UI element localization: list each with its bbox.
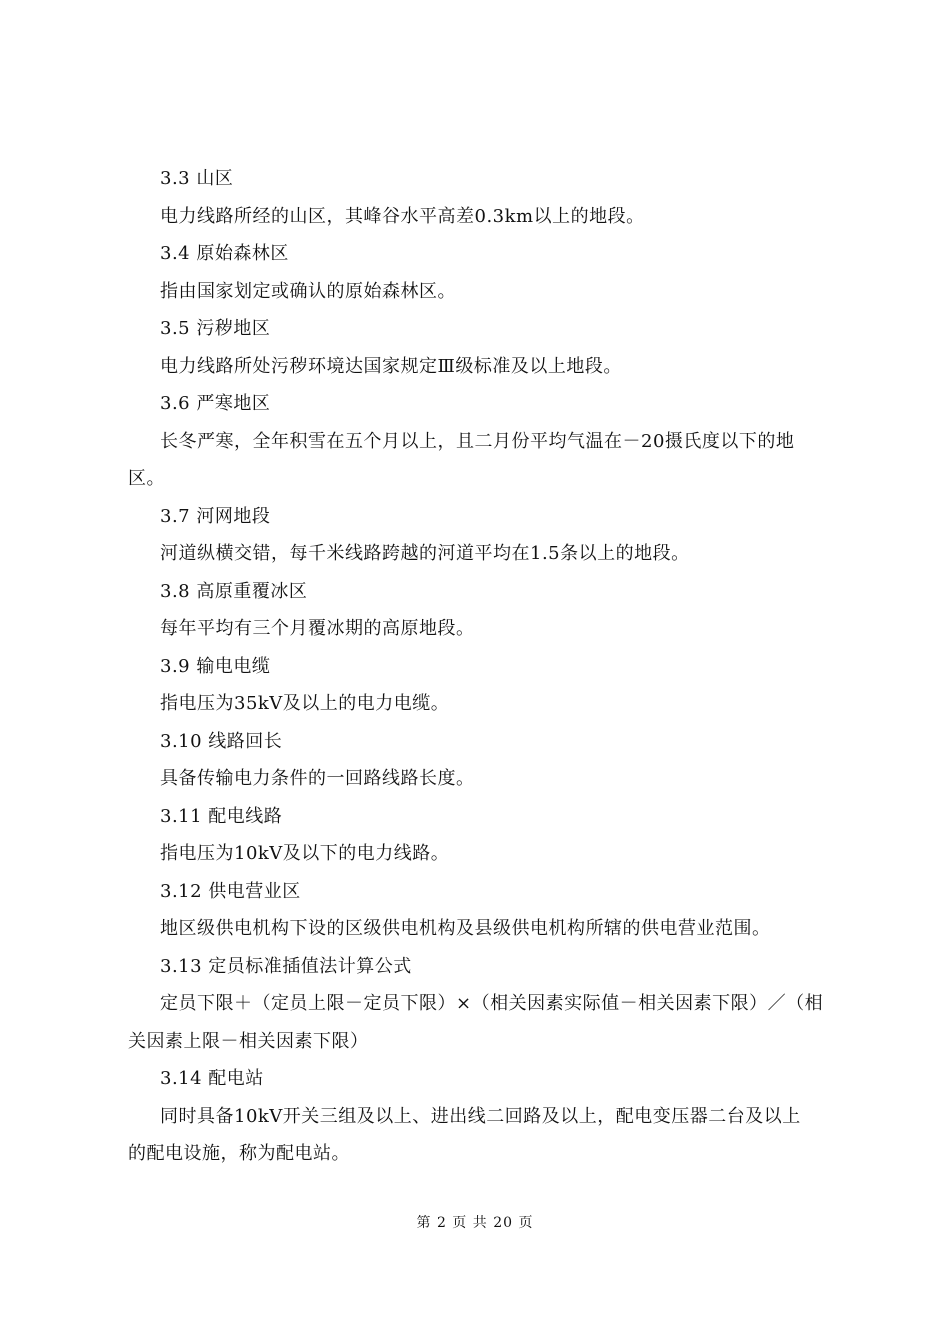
paragraph: 长冬严寒，全年积雪在五个月以上，且二月份平均气温在－20摄氏度以下的地: [160, 430, 795, 452]
section-heading-3-11: 3.11 配电线路: [160, 805, 283, 827]
paragraph: 指电压为10kV及以下的电力线路。: [160, 843, 450, 864]
paragraph: 电力线路所经的山区，其峰谷水平高差0.3km以上的地段。: [160, 205, 645, 227]
paragraph: 指由国家划定或确认的原始森林区。: [160, 280, 456, 302]
section-heading-3-10: 3.10 线路回长: [160, 730, 283, 752]
paragraph: 电力线路所处污秽环境达国家规定Ⅲ级标准及以上地段。: [160, 355, 622, 377]
section-heading-3-14: 3.14 配电站: [160, 1068, 264, 1089]
page-footer: 第 2 页 共 20 页: [416, 1215, 534, 1231]
paragraph: 具备传输电力条件的一回路线路长度。: [160, 768, 475, 789]
section-heading-3-3: 3.3 山区: [160, 168, 234, 189]
section-heading-3-13: 3.13 定员标准插值法计算公式: [160, 955, 412, 977]
section-heading-3-5: 3.5 污秽地区: [160, 318, 271, 339]
formula-continuation: 关因素上限－相关因素下限）: [128, 1030, 369, 1052]
section-heading-3-6: 3.6 严寒地区: [160, 393, 271, 414]
paragraph: 指电压为35kV及以上的电力电缆。: [160, 693, 450, 714]
paragraph: 河道纵横交错，每千米线路跨越的河道平均在1.5条以上的地段。: [160, 543, 690, 564]
section-heading-3-12: 3.12 供电营业区: [160, 880, 301, 902]
paragraph-continuation: 的配电设施，称为配电站。: [128, 1143, 350, 1164]
paragraph-continuation: 区。: [128, 468, 165, 489]
section-heading-3-7: 3.7 河网地段: [160, 505, 271, 527]
formula-paragraph: 定员下限＋（定员上限－定员下限）×（相关因素实际值－相关因素下限）／（相: [160, 993, 824, 1014]
paragraph: 地区级供电机构下设的区级供电机构及县级供电机构所辖的供电营业范围。: [160, 918, 771, 939]
section-heading-3-8: 3.8 高原重覆冰区: [160, 580, 308, 602]
paragraph: 每年平均有三个月覆冰期的高原地段。: [160, 618, 475, 639]
section-heading-3-4: 3.4 原始森林区: [160, 243, 289, 264]
paragraph: 同时具备10kV开关三组及以上、进出线二回路及以上，配电变压器二台及以上: [160, 1105, 801, 1127]
document-body: [128, 160, 828, 1173]
section-heading-3-9: 3.9 输电电缆: [160, 655, 271, 677]
